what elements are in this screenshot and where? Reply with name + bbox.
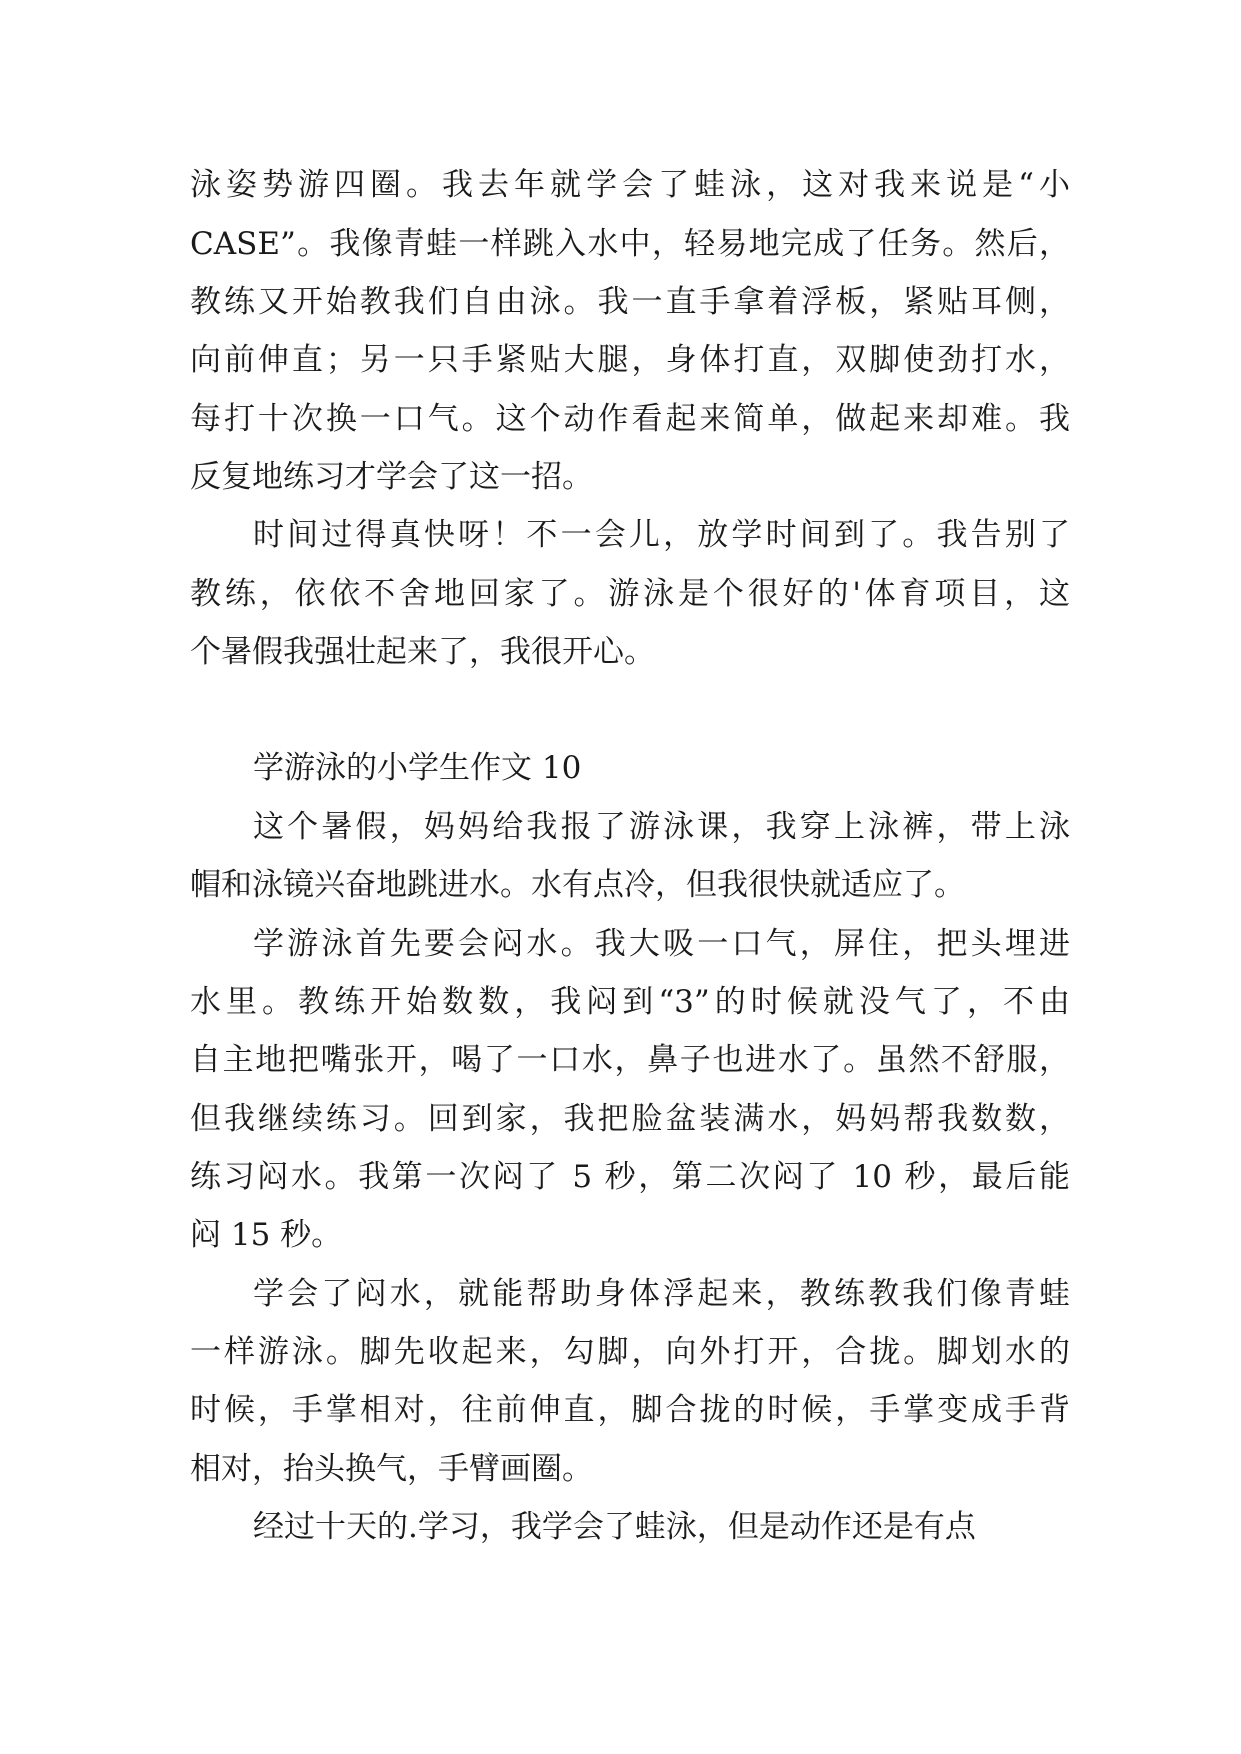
text-line: 这个暑假，妈妈给我报了游泳课，我穿上泳裤，带上泳 (253, 809, 1070, 845)
text-line: 自主地把嘴张开，喝了一口水，鼻子也进水了。虽然不舒服， (190, 1042, 1070, 1078)
text-line: 向前伸直；另一只手紧贴大腿，身体打直，双脚使劲打水， (190, 342, 1070, 378)
text-line: 一样游泳。脚先收起来，勾脚，向外打开，合拢。脚划水的 (190, 1334, 1070, 1370)
text-line: 反复地练习才学会了这一招。 (190, 459, 593, 495)
text-line: 泳姿势游四圈。我去年就学会了蛙泳，这对我来说是“小 (190, 167, 1070, 203)
text-line: 帽和泳镜兴奋地跳进水。水有点冷，但我很快就适应了。 (190, 867, 965, 903)
text-line: 时候，手掌相对，往前伸直，脚合拢的时候，手掌变成手背 (190, 1392, 1070, 1428)
text-line: 水里。教练开始数数，我闷到“3”的时候就没气了，不由 (190, 984, 1070, 1020)
text-line: 个暑假我强壮起来了，我很开心。 (190, 634, 655, 670)
text-line: 学会了闷水，就能帮助身体浮起来，教练教我们像青蛙 (253, 1276, 1070, 1312)
text-line: 每打十次换一口气。这个动作看起来简单，做起来却难。我 (190, 401, 1070, 437)
text-line: 教练又开始教我们自由泳。我一直手拿着浮板，紧贴耳侧， (190, 284, 1070, 320)
text-line: 但我继续练习。回到家，我把脸盆装满水，妈妈帮我数数， (190, 1101, 1070, 1137)
text-line: 练习闷水。我第一次闷了 5 秒，第二次闷了 10 秒，最后能 (190, 1159, 1070, 1195)
text-line: 经过十天的.学习，我学会了蛙泳，但是动作还是有点 (253, 1509, 976, 1545)
text-line: 学游泳首先要会闷水。我大吸一口气，屏住，把头埋进 (253, 926, 1070, 962)
text-line: 教练，依依不舍地回家了。游泳是个很好的'体育项目，这 (190, 576, 1070, 612)
text-line: 相对，抬头换气，手臂画圈。 (190, 1451, 593, 1487)
text-line: 时间过得真快呀！不一会儿，放学时间到了。我告别了 (253, 517, 1070, 553)
section-heading: 学游泳的小学生作文 10 (253, 750, 582, 786)
text-line: CASE”。我像青蛙一样跳入水中，轻易地完成了任务。然后， (190, 226, 1070, 262)
text-line: 闷 15 秒。 (190, 1217, 343, 1253)
